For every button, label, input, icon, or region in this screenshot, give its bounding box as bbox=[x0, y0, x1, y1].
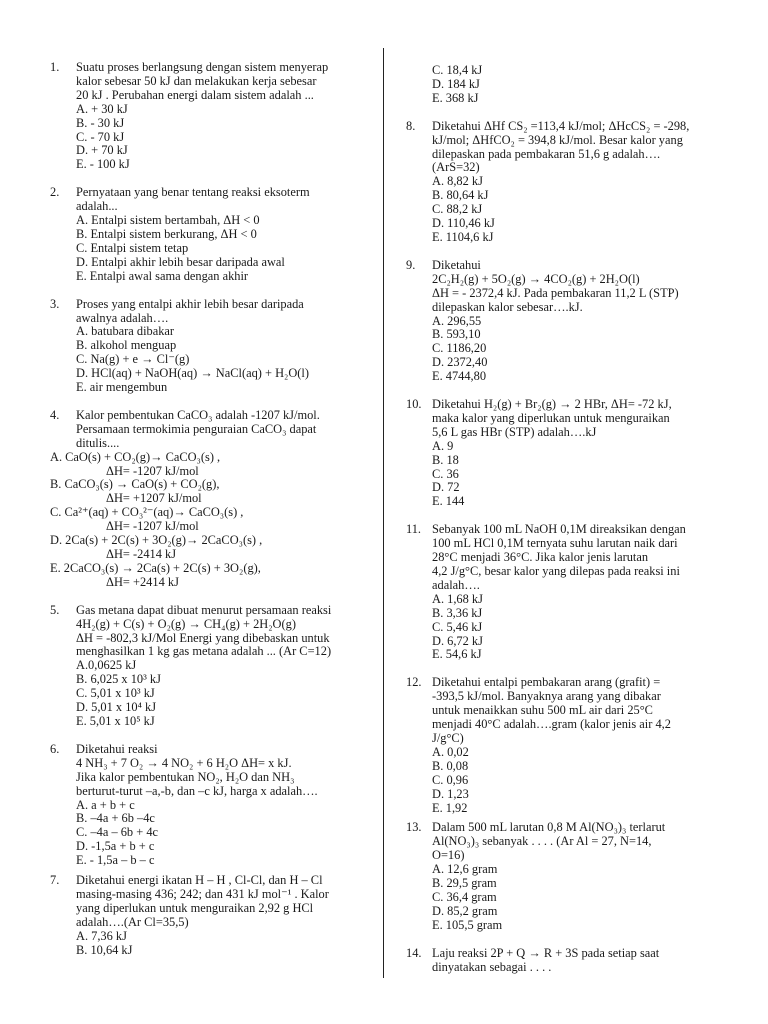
question-stem: Diketahui 2C₂H₂(g) + 5O₂(g) → 4CO₂(g) + 2H₂O(l) ΔH = - 2372,4 kJ. Pada pembakaran 11,2 L (STP) dilepaskan kalor sebesar….kJ. bbox=[432, 257, 679, 314]
option-enthalpy: ΔH= +1207 kJ/mol bbox=[106, 491, 202, 506]
option-d: D. 1,23 bbox=[432, 786, 469, 801]
option-d: D. HCl(aq) + NaOH(aq) → NaCl(aq) + H₂O(l) bbox=[76, 366, 310, 381]
option-b: B. 80,64 kJ bbox=[432, 188, 489, 203]
option-d: D. -1,5a + b + c bbox=[76, 839, 155, 854]
option-equation: A. CaO(s) + CO₂(g)→ CaCO₃(s) , bbox=[50, 449, 221, 464]
question-number: 14. bbox=[406, 945, 422, 960]
option-enthalpy: ΔH= -2414 kJ bbox=[106, 547, 177, 561]
option-e: E. 4744,80 bbox=[432, 369, 487, 384]
option-e: E. 368 kJ bbox=[432, 90, 479, 105]
option-c: C. Entalpi sistem tetap bbox=[76, 240, 189, 255]
question-7 bbox=[50, 874, 368, 957]
question-number: 3. bbox=[50, 296, 60, 311]
option-equation: D. 2Ca(s) + 2C(s) + 3O₂(g)→ 2CaCO₃(s) , bbox=[50, 533, 263, 548]
question-5 bbox=[50, 604, 368, 729]
question-stem: Diketahui ΔHf CS₂ =113,4 kJ/mol; ΔHcCS₂ = -298, kJ/mol; ΔHfCO₂ = 394,8 kJ/mol. Besar kalor yang dilepaskan pada pembakaran 51,6 g adalah…. (ArS=32) bbox=[432, 118, 690, 175]
question-number: 9. bbox=[406, 257, 416, 272]
options bbox=[76, 214, 368, 284]
option-c: C. 5,01 x 10³ kJ bbox=[76, 686, 155, 701]
question-13 bbox=[406, 821, 736, 932]
question-number: 10. bbox=[406, 397, 422, 412]
question-number: 1. bbox=[50, 60, 60, 74]
option-b: B. 18 bbox=[432, 452, 459, 467]
option-d: D. 110,46 kJ bbox=[432, 216, 495, 231]
option-c: C. 5,46 kJ bbox=[432, 619, 483, 634]
question-number: 13. bbox=[406, 820, 422, 835]
option-d: D. Entalpi akhir lebih besar daripada awal bbox=[76, 254, 285, 269]
option-c: C. 88,2 kJ bbox=[432, 202, 483, 217]
options bbox=[432, 863, 736, 933]
option-a: A. 7,36 kJ bbox=[76, 928, 127, 943]
option-c: C. 36 bbox=[432, 466, 459, 481]
question-stem: Gas metana dapat dibuat menurut persamaan reaksi 4H₂(g) + C(s) + O₂(g) → CH₄(g) + 2H₂O(g) ΔH = -802,3 kJ/Mol Energi yang dibebaskan untuk menghasilkan 1 kg gas metana adalah ... (Ar C=12) bbox=[76, 602, 332, 659]
left-column bbox=[50, 61, 368, 971]
right-column bbox=[406, 64, 736, 988]
question-number: 6. bbox=[50, 741, 60, 756]
option-c bbox=[50, 505, 368, 534]
question-stem: Diketahui reaksi 4 NH₃ + 7 O₂ → 4 NO₂ + 6 H₂O ΔH= x kJ. Jika kalor pembentukan NO₂, H₂O dan NH₃ berturut-turut –a,-b, dan –c kJ, harga x adalah…. bbox=[76, 741, 318, 798]
option-c: C. 18,4 kJ bbox=[432, 63, 483, 77]
option-c: C. –4a – 6b + 4c bbox=[76, 825, 159, 840]
option-a: A.0,0625 kJ bbox=[76, 658, 137, 673]
option-a: A. 9 bbox=[432, 438, 454, 453]
option-e: E. 105,5 gram bbox=[432, 917, 503, 932]
option-a: A. a + b + c bbox=[76, 797, 135, 812]
question-2 bbox=[50, 186, 368, 283]
option-d: D. 72 bbox=[432, 480, 460, 495]
option-d: D. 5,01 x 10⁴ kJ bbox=[76, 700, 157, 715]
option-c: C. 1186,20 bbox=[432, 341, 487, 356]
question-stem: Pernyataan yang benar tentang reaksi eksoterm adalah... bbox=[76, 185, 310, 214]
question-number: 5. bbox=[50, 602, 60, 617]
question-7-continued bbox=[406, 64, 736, 106]
option-a: A. batubara dibakar bbox=[76, 324, 175, 339]
option-b: B. 593,10 bbox=[432, 327, 481, 342]
option-equation: C. Ca²⁺(aq) + CO₃²⁻(aq)→ CaCO₃(s) , bbox=[50, 505, 244, 520]
question-8 bbox=[406, 120, 736, 245]
option-equation: E. 2CaCO₃(s) → 2Ca(s) + 2C(s) + 3O₂(g), bbox=[50, 560, 261, 575]
question-10 bbox=[406, 398, 736, 509]
question-stem: Laju reaksi 2P + Q → R + 3S pada setiap saat dinyatakan sebagai . . . . bbox=[432, 945, 660, 974]
option-b bbox=[50, 477, 368, 506]
option-equation: B. CaCO₃(s) → CaO(s) + CO₂(g), bbox=[50, 477, 220, 492]
option-e: E. 144 bbox=[432, 494, 465, 509]
option-e: E. 1,92 bbox=[432, 800, 468, 815]
option-e: E. - 100 kJ bbox=[76, 157, 130, 172]
question-stem: Sebanyak 100 mL NaOH 0,1M direaksikan dengan 100 mL HCl 0,1M ternyata suhu larutan naik dari 28°C menjadi 36°C. Jika kalor jenis larutan 4,2 J/g°C, besar kalor yang dilepas pada reaksi ini adalah…. bbox=[432, 522, 686, 592]
question-14 bbox=[406, 947, 736, 975]
option-c: C. 0,96 bbox=[432, 772, 469, 787]
option-a: A. 12,6 gram bbox=[432, 862, 498, 877]
option-d: D. 85,2 gram bbox=[432, 903, 498, 918]
options bbox=[432, 440, 736, 510]
option-b: B. –4a + 6b –4c bbox=[76, 811, 155, 826]
option-c: C. - 70 kJ bbox=[76, 129, 125, 144]
option-e: E. - 1,5a – b – c bbox=[76, 853, 155, 868]
question-stem: Proses yang entalpi akhir lebih besar daripada awalnya adalah…. bbox=[76, 296, 304, 325]
column-divider bbox=[383, 48, 384, 978]
question-12 bbox=[406, 676, 736, 815]
option-enthalpy: ΔH= -1207 kJ/mol bbox=[106, 463, 199, 478]
option-c: C. Na(g) + e → Cl⁻(g) bbox=[76, 352, 190, 367]
question-number: 7. bbox=[50, 873, 60, 888]
option-e: E. Entalpi awal sama dengan akhir bbox=[76, 268, 249, 283]
option-b: B. 10,64 kJ bbox=[76, 942, 133, 957]
options bbox=[432, 315, 736, 385]
option-e bbox=[50, 560, 368, 590]
option-a: A. 1,68 kJ bbox=[432, 591, 483, 606]
options bbox=[432, 64, 736, 106]
options bbox=[432, 746, 736, 816]
question-9 bbox=[406, 259, 736, 384]
option-e: E. 54,6 kJ bbox=[432, 647, 482, 662]
option-d: D. 2372,40 bbox=[432, 355, 488, 370]
option-d: D. 184 kJ bbox=[432, 76, 480, 91]
question-number: 2. bbox=[50, 185, 60, 200]
question-stem: Diketahui entalpi pembakaran arang (grafit) = -393,5 kJ/mol. Banyaknya arang yang dibakar untuk menaikkan suhu 500 mL air dari 25°C menjadi 40°C adalah….gram (kalor jenis air 4,2 J/g°C) bbox=[432, 675, 671, 745]
option-a bbox=[50, 449, 368, 479]
question-1 bbox=[50, 61, 368, 172]
options bbox=[76, 103, 368, 173]
options bbox=[432, 175, 736, 245]
option-a: A. 296,55 bbox=[432, 313, 482, 328]
options bbox=[50, 449, 368, 590]
question-stem: Kalor pembentukan CaCO₃ adalah -1207 kJ/mol. Persamaan termokimia penguraian CaCO₃ dapat ditulis.... bbox=[76, 407, 320, 450]
question-4 bbox=[50, 409, 368, 590]
option-b: B. alkohol menguap bbox=[76, 338, 177, 353]
question-11 bbox=[406, 523, 736, 662]
option-enthalpy: ΔH= -1207 kJ/mol bbox=[106, 519, 199, 534]
question-number: 4. bbox=[50, 407, 60, 422]
question-3 bbox=[50, 298, 368, 395]
option-a: A. Entalpi sistem bertambah, ΔH < 0 bbox=[76, 213, 260, 228]
option-b: B. 3,36 kJ bbox=[432, 605, 483, 620]
question-number: 11. bbox=[406, 522, 422, 537]
option-b: B. 6,025 x 10³ kJ bbox=[76, 672, 161, 687]
option-a: A. 0,02 bbox=[432, 744, 469, 759]
option-c: C. 36,4 gram bbox=[432, 889, 497, 904]
option-b: B. 29,5 gram bbox=[432, 876, 497, 891]
options bbox=[76, 930, 368, 958]
option-e: E. 5,01 x 10⁵ kJ bbox=[76, 713, 155, 728]
options bbox=[76, 659, 368, 729]
options bbox=[76, 799, 368, 869]
options bbox=[76, 325, 368, 395]
option-e: E. 1104,6 kJ bbox=[432, 229, 494, 244]
question-stem: Diketahui H₂(g) + Br₂(g) → 2 HBr, ΔH= -72 kJ, maka kalor yang diperlukan untuk menguraikan 5,6 L gas HBr (STP) adalah….kJ bbox=[432, 397, 672, 439]
question-number: 8. bbox=[406, 118, 416, 133]
option-a: A. + 30 kJ bbox=[76, 101, 128, 116]
option-d bbox=[50, 533, 368, 562]
question-stem: Suatu proses berlangsung dengan sistem menyerap kalor sebesar 50 kJ dan melakukan kerja sebesar 20 kJ . Perubahan energi dalam sistem adalah ... bbox=[76, 60, 329, 102]
question-stem: Dalam 500 mL larutan 0,8 M Al(NO₃)₃ terlarut Al(NO₃)₃ sebanyak . . . . (Ar Al = 27, N=14, O=16) bbox=[432, 820, 666, 863]
question-number: 12. bbox=[406, 675, 422, 690]
option-d: D. 6,72 kJ bbox=[432, 633, 483, 648]
option-enthalpy: ΔH= +2414 kJ bbox=[106, 574, 179, 589]
option-d: D. + 70 kJ bbox=[76, 143, 128, 158]
question-stem: Diketahui energi ikatan H – H , Cl-Cl, dan H – Cl masing-masing 436; 242; dan 431 kJ mol⁻¹ . Kalor yang diperlukan untuk menguraikan 2,92 g HCl adalah….(Ar Cl=35,5) bbox=[76, 873, 329, 929]
question-6 bbox=[50, 743, 368, 868]
option-b: B. Entalpi sistem berkurang, ΔH < 0 bbox=[76, 226, 257, 241]
option-b: B. 0,08 bbox=[432, 758, 469, 773]
options bbox=[432, 593, 736, 663]
option-a: A. 8,82 kJ bbox=[432, 174, 483, 189]
option-e: E. air mengembun bbox=[76, 380, 168, 395]
option-b: B. - 30 kJ bbox=[76, 115, 125, 130]
